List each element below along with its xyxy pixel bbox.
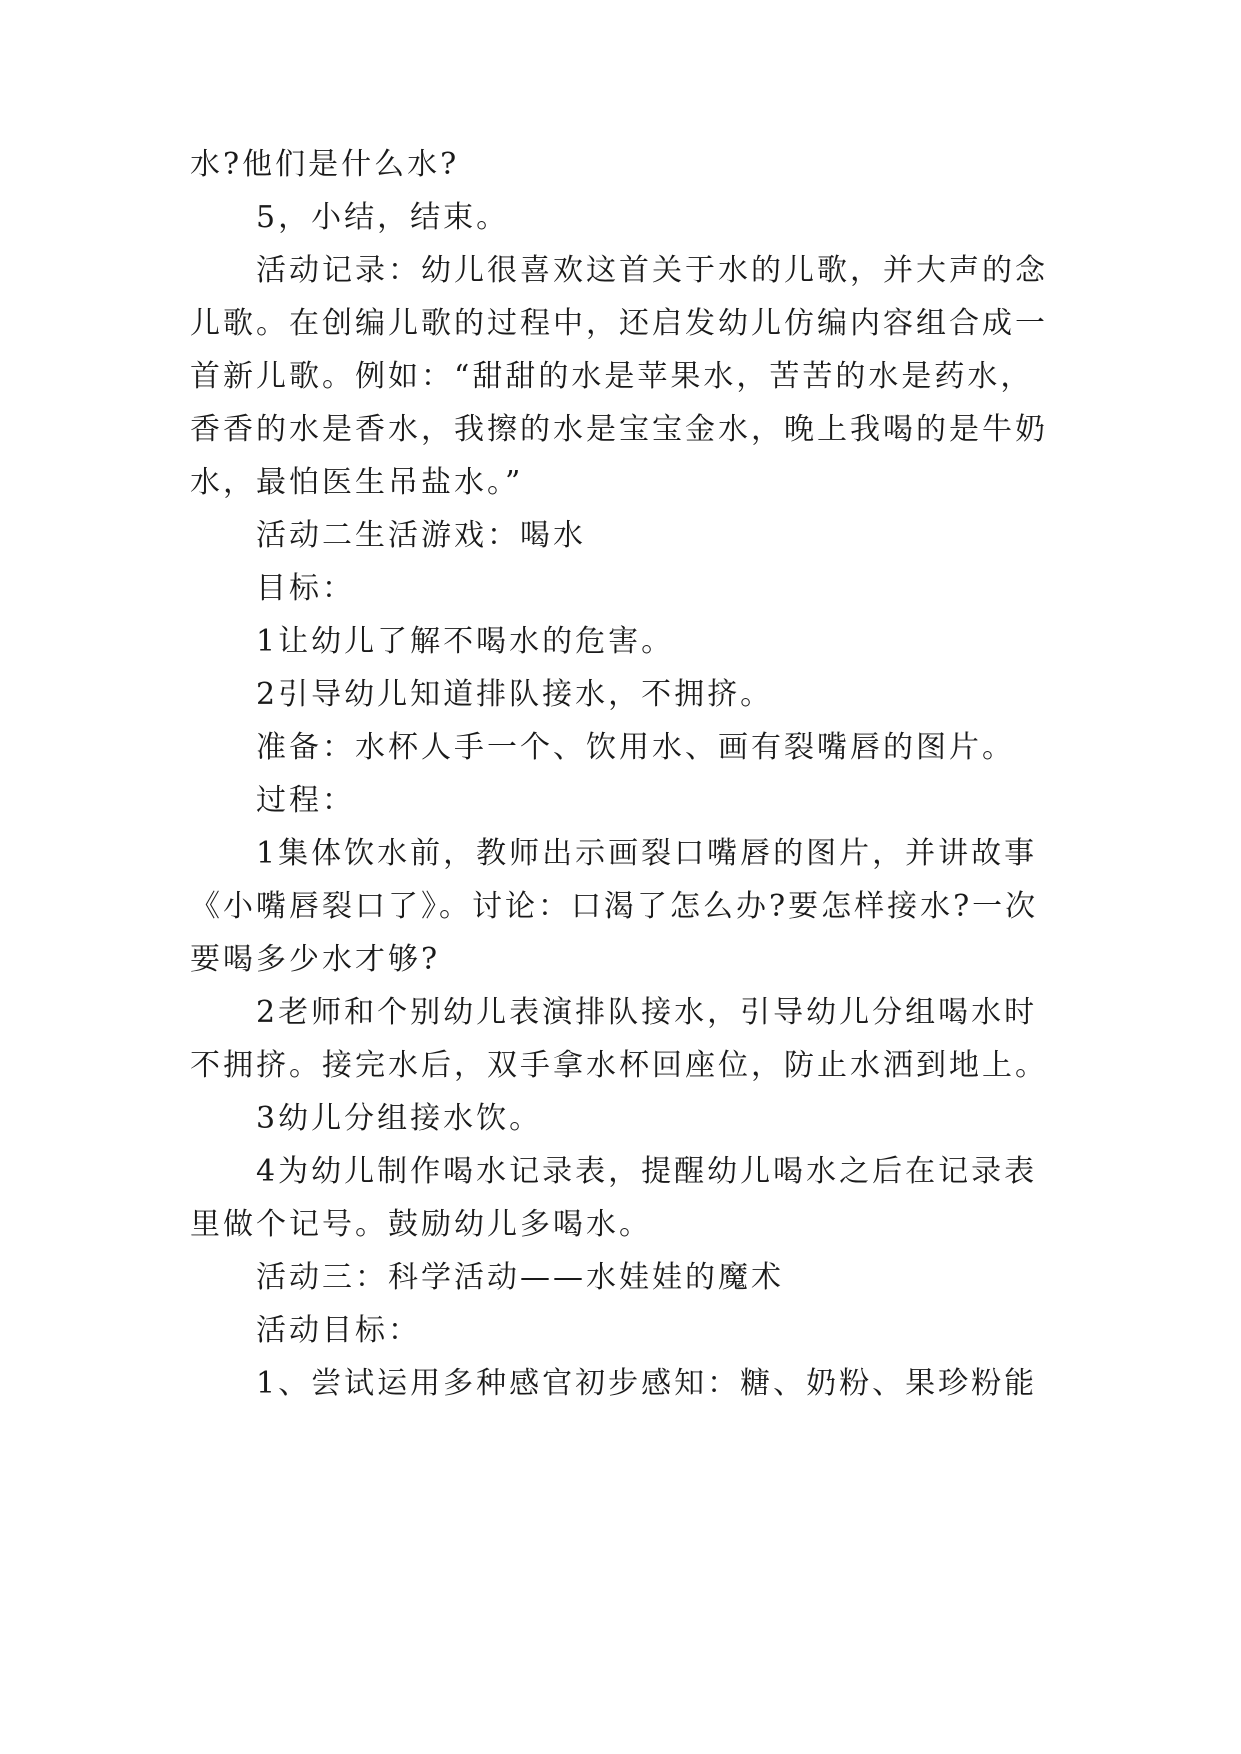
text-line: 首新儿歌。例如：“甜甜的水是苹果水，苦苦的水是药水，	[190, 359, 1034, 394]
text-line: 2引导幼儿知道排队接水，不拥挤。	[256, 677, 774, 712]
text-line: 要喝多少水才够?	[190, 942, 441, 977]
text-line: 香香的水是香水，我擦的水是宝宝金水，晚上我喝的是牛奶	[190, 412, 1048, 447]
section-heading: 活动二生活游戏：喝水	[256, 518, 586, 553]
text-line: 活动目标：	[256, 1313, 421, 1348]
text-line: 1集体饮水前，教师出示画裂口嘴唇的图片，并讲故事	[256, 836, 1038, 871]
text-line: 不拥挤。接完水后，双手拿水杯回座位，防止水洒到地上。	[190, 1048, 1048, 1083]
text-line: 水?他们是什么水?	[190, 147, 460, 182]
text-line: 1让幼儿了解不喝水的危害。	[256, 624, 675, 659]
text-line: 5，小结，结束。	[256, 200, 510, 235]
text-line: 过程：	[256, 783, 355, 818]
text-line: 准备：水杯人手一个、饮用水、画有裂嘴唇的图片。	[256, 730, 1015, 765]
text-line: 1、尝试运用多种感官初步感知：糖、奶粉、果珍粉能	[256, 1366, 1038, 1401]
text-line: 4为幼儿制作喝水记录表，提醒幼儿喝水之后在记录表	[256, 1154, 1038, 1189]
text-line: 2老师和个别幼儿表演排队接水，引导幼儿分组喝水时	[256, 995, 1038, 1030]
section-heading: 活动三：科学活动——水娃娃的魔术	[256, 1260, 784, 1295]
text-line: 3幼儿分组接水饮。	[256, 1101, 543, 1136]
text-line: 儿歌。在创编儿歌的过程中，还启发幼儿仿编内容组合成一	[190, 306, 1048, 341]
text-line: 里做个记号。鼓励幼儿多喝水。	[190, 1207, 652, 1242]
text-line: 活动记录：幼儿很喜欢这首关于水的儿歌，并大声的念	[256, 253, 1048, 288]
text-line: 《小嘴唇裂口了》。讨论：口渴了怎么办?要怎样接水?一次	[190, 889, 1039, 924]
text-line: 水，最怕医生吊盐水。”	[190, 465, 524, 500]
text-line: 目标：	[256, 571, 355, 606]
